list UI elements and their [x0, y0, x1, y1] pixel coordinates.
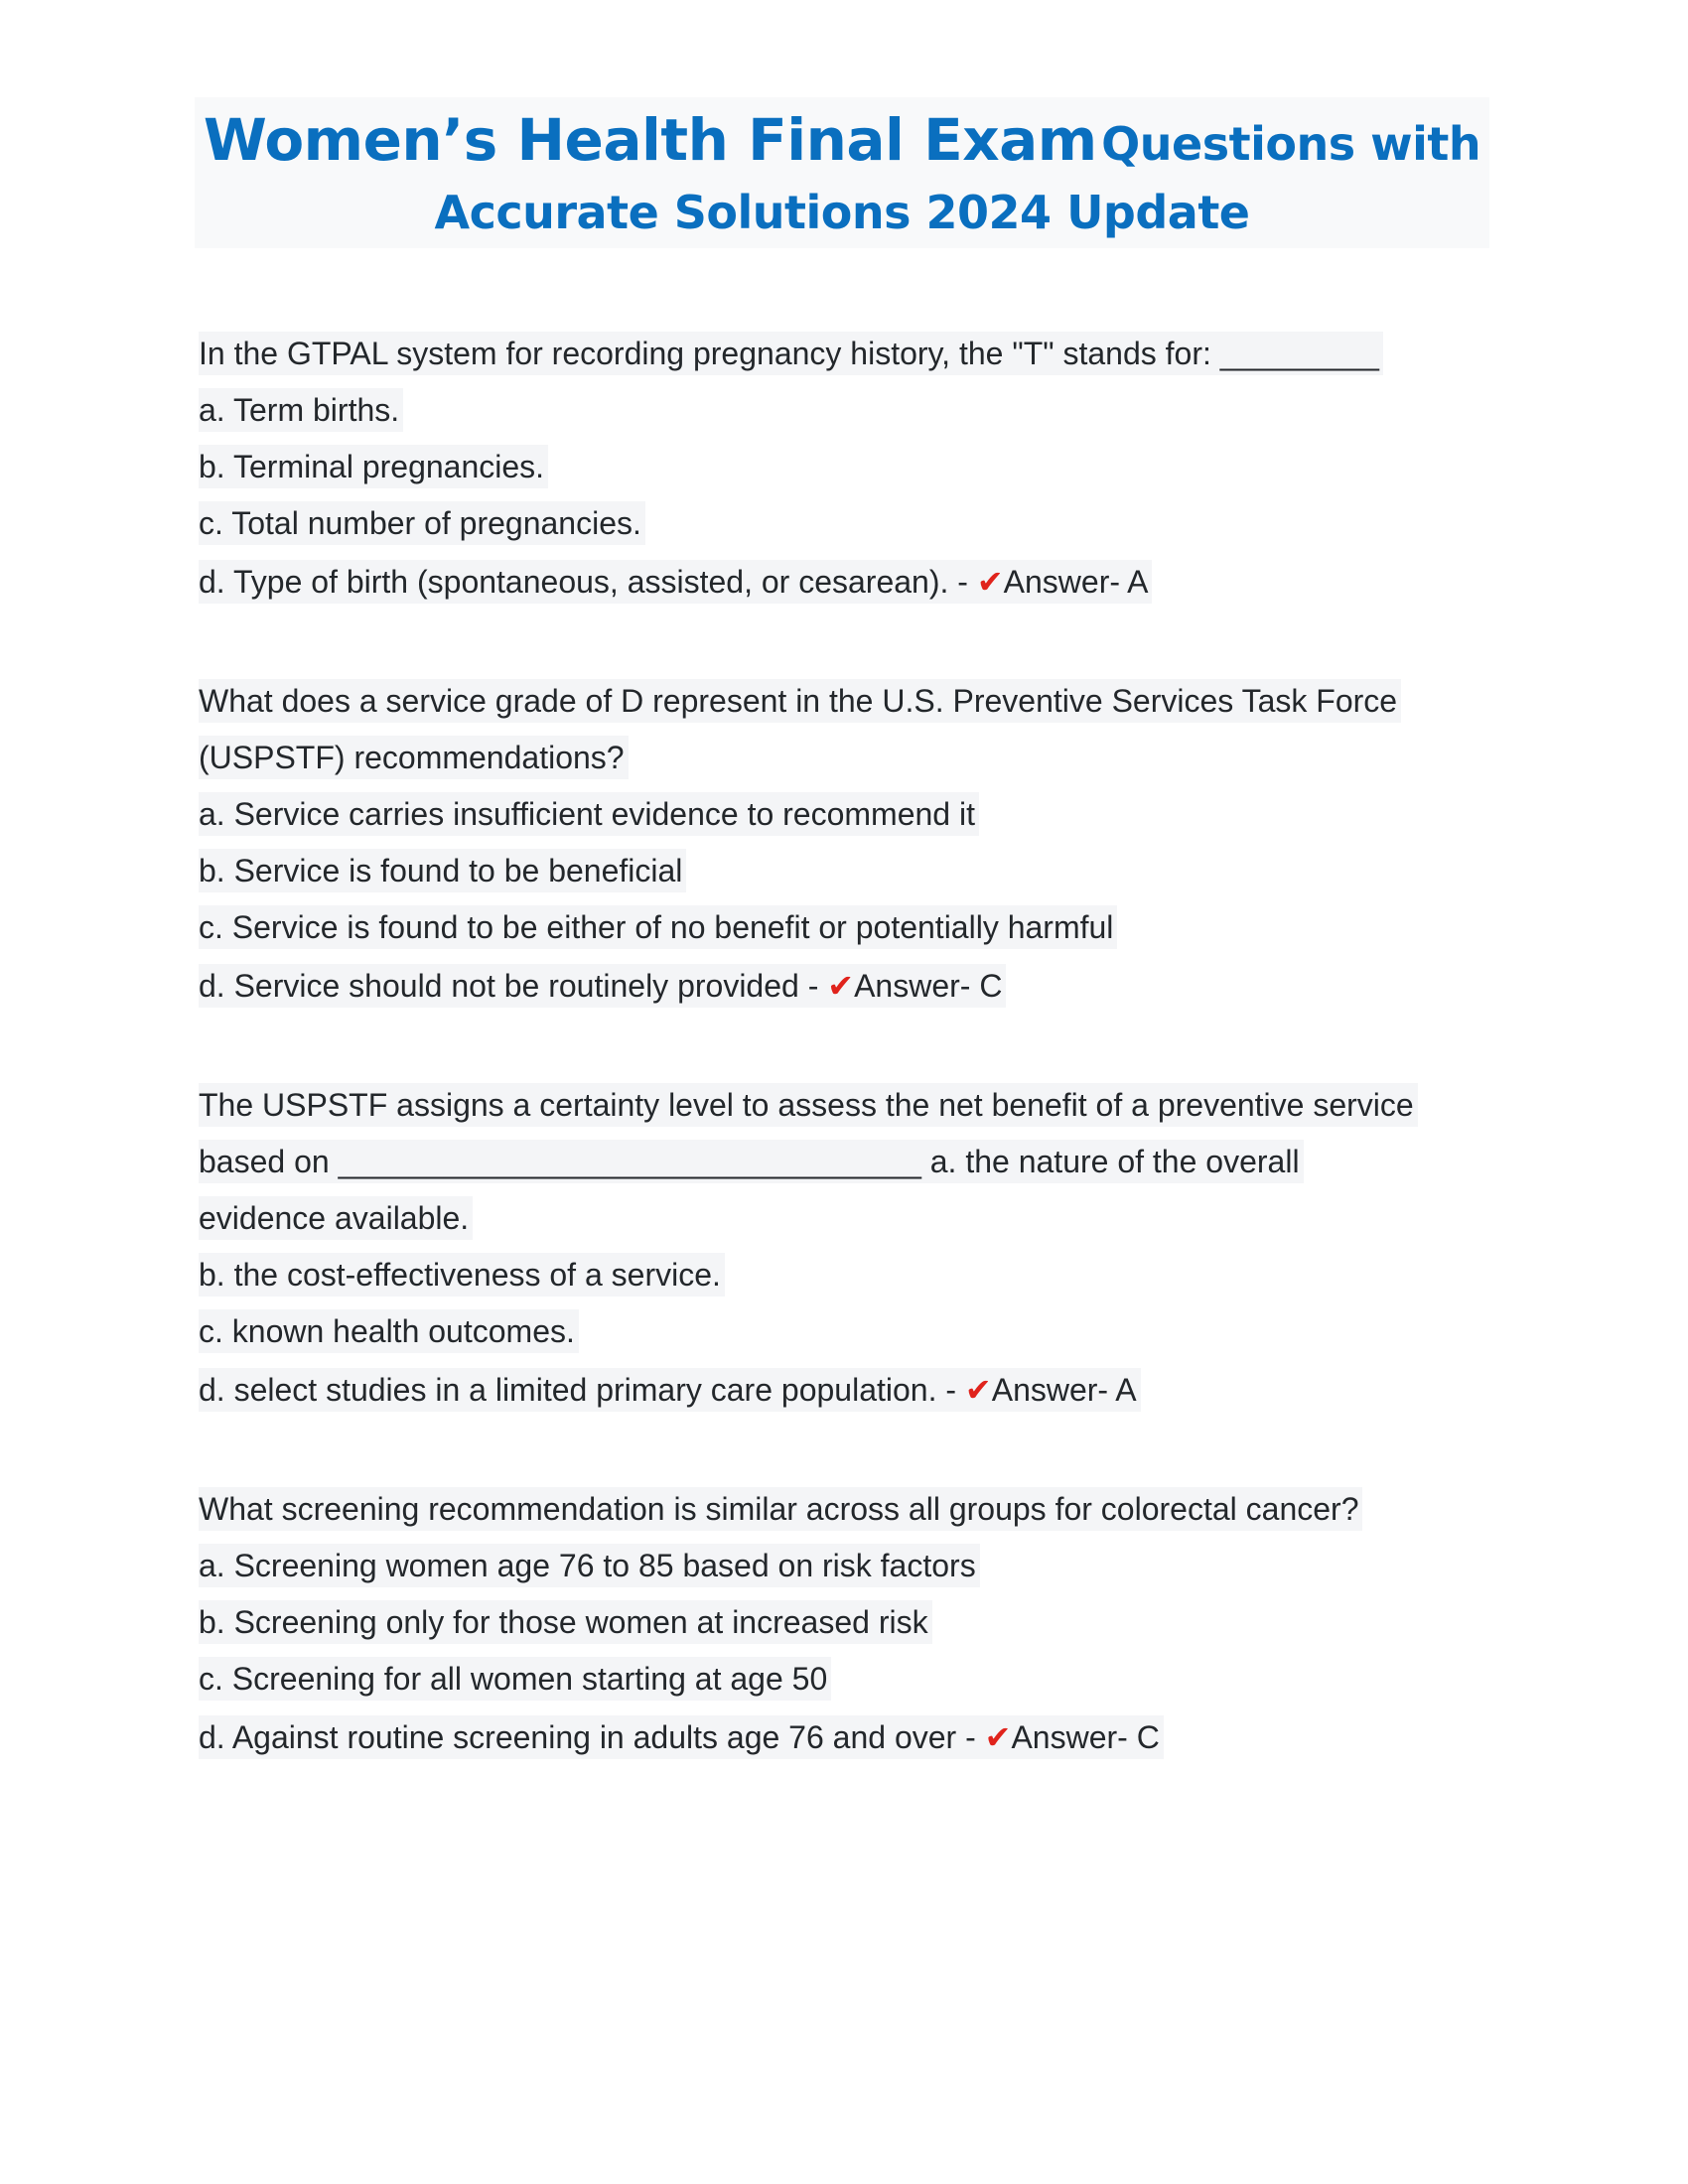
question-1-option-d [199, 560, 1152, 604]
option-text: a. Screening women age 76 to 85 based on risk factors [199, 1544, 980, 1587]
question-2-option-d [199, 964, 1006, 1008]
check-mark-icon: ✔ [976, 563, 1004, 601]
question-1-stem [199, 332, 1383, 375]
option-text: c. Total number of pregnancies. [199, 501, 645, 545]
title-secondary-text: Questions with [1101, 117, 1481, 171]
question-3-option-c [199, 1309, 579, 1353]
question-2-stem-line-1 [199, 679, 1401, 723]
question-text: In the GTPAL system for recording pregnancy history, the "T" stands for: _________ [199, 332, 1383, 375]
option-text: d. Against routine screening in adults age 76 and over - [199, 1719, 976, 1755]
question-2-stem-line-2 [199, 736, 629, 779]
option-text: c. Screening for all women starting at age 50 [199, 1657, 831, 1701]
title-line-2: Accurate Solutions 2024 Update [434, 186, 1250, 239]
question-4-option-b [199, 1600, 932, 1644]
option-text: c. Service is found to be either of no benefit or potentially harmful [199, 905, 1117, 949]
answer-text: Answer- A [991, 1372, 1137, 1408]
question-text: evidence available. [199, 1196, 473, 1240]
answer-text: Answer- C [1011, 1719, 1160, 1755]
question-3-option-d [199, 1368, 1141, 1412]
option-text: d. select studies in a limited primary care population. - [199, 1372, 957, 1408]
question-2-option-c [199, 905, 1117, 949]
question-2-option-a [199, 792, 979, 836]
question-3-stem-line-3 [199, 1196, 473, 1240]
check-mark-icon: ✔ [827, 967, 855, 1005]
question-4-stem [199, 1487, 1362, 1531]
option-text: a. Service carries insufficient evidence to recommend it [199, 792, 979, 836]
question-3-option-b [199, 1253, 725, 1297]
option-text: b. Screening only for those women at increased risk [199, 1600, 932, 1644]
question-1-option-c [199, 501, 645, 545]
question-4-option-c [199, 1657, 831, 1701]
question-text: What screening recommendation is similar across all groups for colorectal cancer? [199, 1487, 1362, 1531]
option-text: b. the cost-effectiveness of a service. [199, 1253, 725, 1297]
title-line-1 [195, 97, 1489, 183]
option-text: b. Service is found to be beneficial [199, 849, 686, 892]
option-text: c. known health outcomes. [199, 1309, 579, 1353]
question-1-option-b [199, 445, 548, 488]
answer-text: Answer- A [1003, 564, 1149, 600]
question-text: based on _________________________________ a. the nature of the overall [199, 1140, 1304, 1183]
question-4-option-d [199, 1715, 1164, 1759]
document-title [195, 97, 1489, 248]
check-mark-icon: ✔ [964, 1371, 992, 1409]
option-text: d. Service should not be routinely provided - [199, 968, 819, 1004]
question-4-option-a [199, 1544, 980, 1587]
title-main-text: Women’s Health Final Exam [203, 106, 1097, 174]
answer-text: Answer- C [854, 968, 1003, 1004]
question-2-option-b [199, 849, 686, 892]
check-mark-icon: ✔ [984, 1718, 1012, 1756]
option-text: a. Term births. [199, 388, 403, 432]
question-3-stem-line-2 [199, 1140, 1304, 1183]
question-1-option-a [199, 388, 403, 432]
question-text: The USPSTF assigns a certainty level to assess the net benefit of a preventive service [199, 1083, 1418, 1127]
question-3-stem-line-1 [199, 1083, 1418, 1127]
option-text: d. Type of birth (spontaneous, assisted, or cesarean). - [199, 564, 968, 600]
question-text: What does a service grade of D represent in the U.S. Preventive Services Task Force [199, 679, 1401, 723]
option-text: b. Terminal pregnancies. [199, 445, 548, 488]
question-text: (USPSTF) recommendations? [199, 736, 629, 779]
